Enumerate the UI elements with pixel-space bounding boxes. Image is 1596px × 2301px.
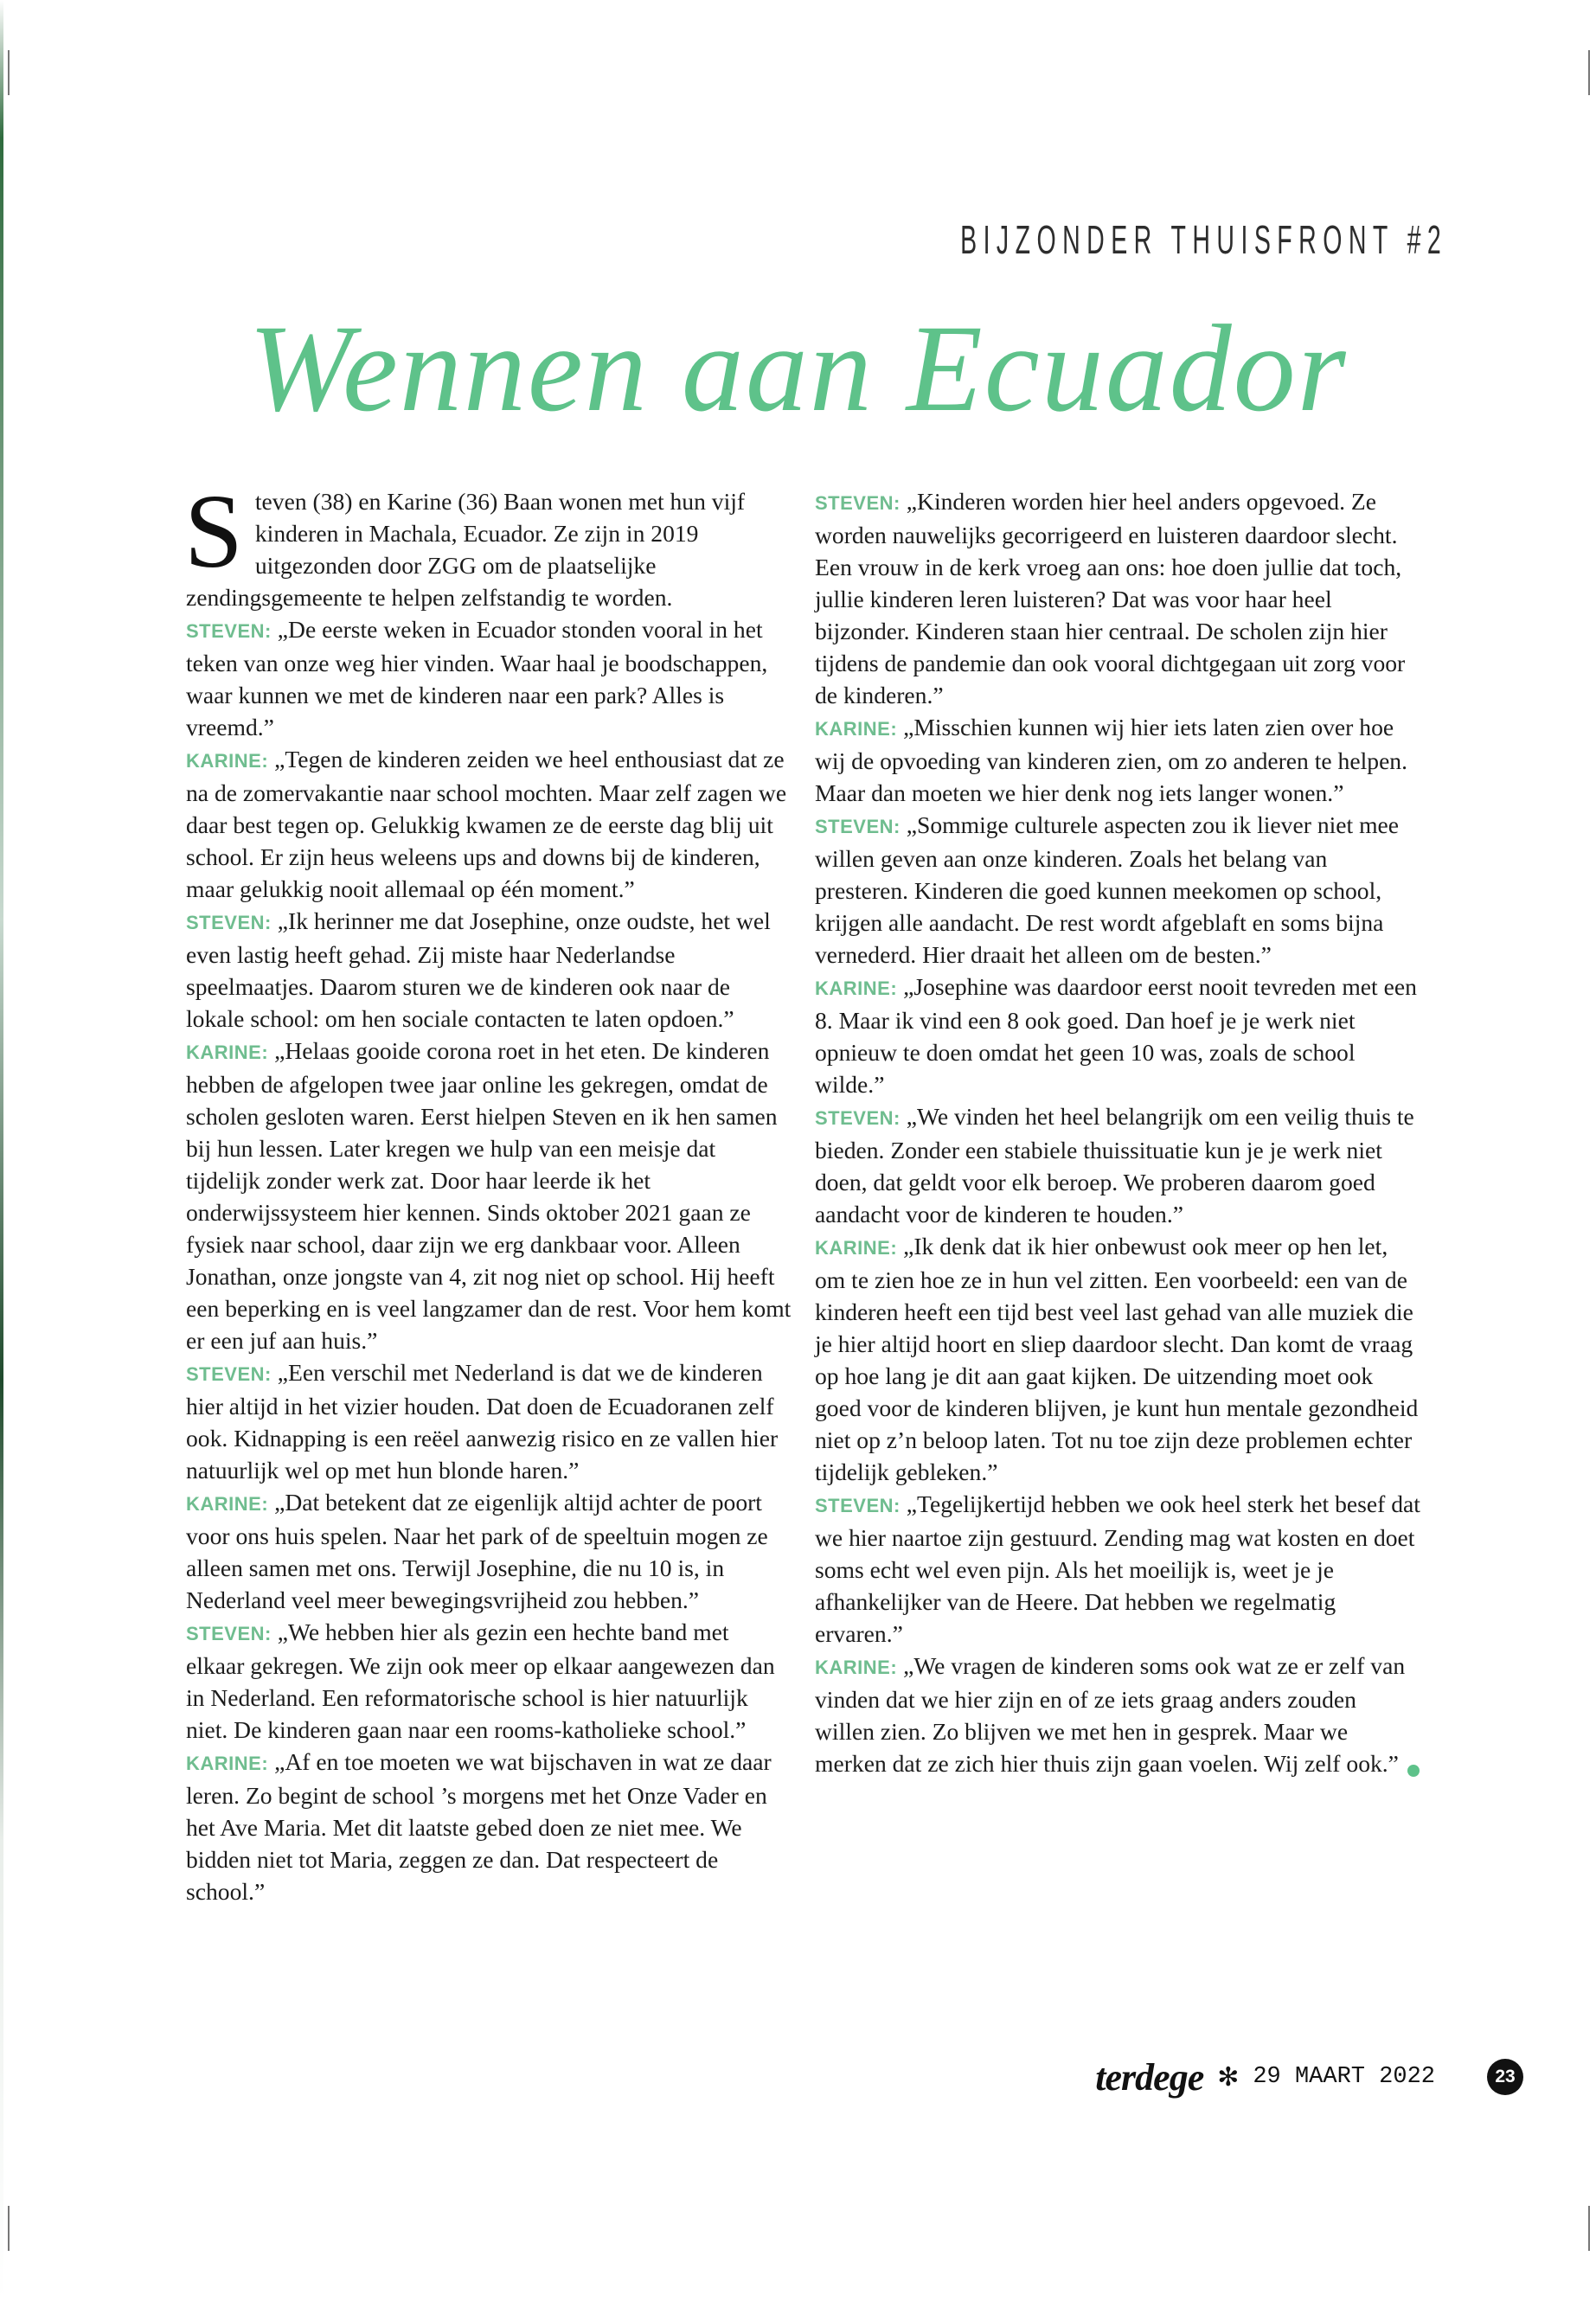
quote-text: „Tegen de kinderen zeiden we heel enthousiast dat ze na de zomervakantie naar school mochten. Maar zelf zagen we daar best tegen op. Gelukkig kwamen ze de eerste dag blij uit school. Er zijn heus weleens ups and downs bij de kinderen, maar gelukkig nooit allemaal op één moment.” [186, 746, 787, 902]
quote-paragraph [815, 1650, 1420, 1779]
crop-mark [1588, 50, 1590, 95]
quote-text: „We vragen de kinderen soms ook wat ze er zelf van vinden dat we hier zijn en of ze iets graag anders zouden willen zien. Zo blijven we met hen in gesprek. Maar we merken dat ze zich hier thuis zijn gaan voelen. Wij zelf ook.” [815, 1652, 1406, 1777]
quote-text: „Tegelijkertijd hebben we ook heel sterk het besef dat we hier naartoe zijn gestuurd. Zending mag wat kosten en doet soms echt wel even pijn. Als het moeilijk is, weet je je afhankelijker van de Heere. Dat hebben we regelmatig ervaren.” [815, 1490, 1420, 1647]
quote-paragraph [815, 971, 1420, 1100]
quote-text: „Helaas gooide corona roet in het eten. De kinderen hebben de afgelopen twee jaar online les gekregen, omdat de scholen gesloten waren. Eerst hielpen Steven en ik hen samen bij hun lessen. Later kregen we hulp van een meisje dat tijdelijk zonder werk zat. Door haar leerde ik het onderwijssysteem hier kennen. Sinds oktober 2021 gaan ze fysiek naar school, daar zijn we erg dankbaar voor. Alleen Jonathan, onze jongste van 4, zit nog niet op school. Hij heeft een beperking en is veel langzamer dan de rest. Voor hem komt er een juf aan huis.” [186, 1037, 792, 1354]
speaker-label: STEVEN: [815, 492, 901, 514]
quote-paragraph [186, 743, 792, 905]
crop-mark [8, 2206, 10, 2251]
speaker-label: STEVEN: [815, 1495, 901, 1516]
page-number: 23 [1487, 2059, 1523, 2095]
drop-cap: S [184, 473, 243, 590]
crop-mark [1588, 2206, 1590, 2251]
quote-text: „Sommige culturele aspecten zou ik liever niet mee willen geven aan onze kinderen. Zoals het belang van presteren. Kinderen die goed kunnen meekomen op school, krijgen alle aandacht. De rest wordt afgeblaft en soms bijna vernederd. Hier draait het alleen om de besten.” [815, 811, 1400, 968]
speaker-label: KARINE: [186, 1753, 269, 1774]
quote-text: „We hebben hier als gezin een hechte band met elkaar gekregen. We zijn ook meer op elkaar aangewezen dan in Nederland. Een reformatorische school is hier natuurlijk niet. De kinderen gaan naar een rooms-katholieke school.” [186, 1618, 775, 1743]
speaker-label: KARINE: [186, 1042, 269, 1063]
quote-text: „Kinderen worden hier heel anders opgevoed. Ze worden nauwelijks gecorrigeerd en luisteren daardoor slecht. Een vrouw in de kerk vroeg aan ons: hoe doen jullie dat toch, jullie kinderen leren luisteren? Dat was voor haar heel bijzonder. Kinderen staan hier centraal. De scholen zijn hier tijdens de pandemie dan ook vooral dichtgegaan uit zorg voor de kinderen.” [815, 488, 1406, 708]
quote-paragraph [186, 1486, 792, 1616]
speaker-label: STEVEN: [186, 1363, 272, 1385]
text-column-right [815, 485, 1420, 1779]
quote-text: „Een verschil met Nederland is dat we de kinderen hier altijd in het vizier houden. Dat doen de Ecuadoranen zelf ook. Kidnapping is een reëel aanwezig risico en ze vallen hier natuurlijk wel op met hun blonde haren.” [186, 1359, 779, 1484]
quote-paragraph [815, 485, 1420, 711]
quote-paragraph [186, 905, 792, 1035]
speaker-label: STEVEN: [186, 620, 272, 642]
crop-mark [8, 50, 10, 95]
quote-paragraph [186, 1356, 792, 1486]
quote-paragraph [186, 1616, 792, 1746]
quote-paragraph [186, 613, 792, 743]
quote-text: „Dat betekent dat ze eigenlijk altijd achter de poort voor ons huis spelen. Naar het park of de speeltuin mogen ze alleen samen met ons. Terwijl Josephine, die nu 10 is, in Nederland veel meer bewegingsvrijheid zou hebben.” [186, 1489, 768, 1613]
quote-text: „De eerste weken in Ecuador stonden vooral in het teken van onze weg hier vinden. Waar haal je boodschappen, waar kunnen we met de kinderen naar een park? Alles is vreemd.” [186, 616, 768, 740]
speaker-label: STEVEN: [815, 1107, 901, 1129]
quote-paragraph [815, 711, 1420, 809]
article-title: Wennen aan Ecuador [248, 300, 1348, 438]
intro-paragraph [184, 473, 792, 613]
magazine-logo: terdege [1095, 2055, 1204, 2099]
speaker-label: STEVEN: [186, 912, 272, 933]
speaker-label: STEVEN: [815, 816, 901, 837]
quote-text: „Af en toe moeten we wat bijschaven in wat ze daar leren. Zo begint de school ’s morgens met het Onze Vader en het Ave Maria. Met dit laatste gebed doen ze niet mee. We bidden niet tot Maria, zeggen ze dan. Dat respecteert de school.” [186, 1748, 772, 1905]
speaker-label: KARINE: [815, 977, 898, 999]
quote-paragraph [815, 1230, 1420, 1488]
speaker-label: KARINE: [186, 750, 269, 772]
end-mark-dot [1407, 1765, 1420, 1777]
speaker-label: KARINE: [815, 718, 898, 740]
quote-text: „Ik herinner me dat Josephine, onze oudste, het wel even lastig heeft gehad. Zij miste haar Nederlandse speelmaatjes. Daarom sturen we de kinderen ook naar de lokale school: om hen sociale contacten te laten opdoen.” [186, 907, 771, 1032]
quote-text: „Ik denk dat ik hier onbewust ook meer op hen let, om te zien hoe ze in hun vel zitten. Een voorbeeld: een van de kinderen heeft een tijd best veel last gehad van alle muziek die je hier altijd hoort en sliep daardoor slecht. Dan komt de vraag op hoe lang je dit aan gaat kijken. De uitzending moet ook goed voor de kinderen blijven, je kunt hun mentale gezondheid niet op z’n beloop laten. Tot nu toe zijn deze problemen echter tijdelijk gebleken.” [815, 1233, 1419, 1485]
speaker-label: KARINE: [186, 1493, 269, 1515]
intro-text: teven (38) en Karine (36) Baan wonen met hun vijf kinderen in Machala, Ecuador. Ze zijn in 2019 uitgezonden door ZGG om de plaatselijke zendingsgemeente te helpen zelfstandig te worden. [186, 488, 746, 611]
quote-paragraph [815, 1100, 1420, 1230]
quote-text: „Josephine was daardoor eerst nooit tevreden met een 8. Maar ik vind een 8 ook goed. Dan hoef je je werk niet opnieuw te doen omdat het geen 10 was, zoals de school wilde.” [815, 973, 1417, 1098]
issue-date: 29 MAART 2022 [1253, 2064, 1435, 2090]
speaker-label: STEVEN: [186, 1623, 272, 1644]
section-kicker: BIJZONDER THUISFRONT #2 [959, 217, 1447, 262]
quote-paragraph [186, 1746, 792, 1907]
quote-paragraph [186, 1035, 792, 1356]
quote-paragraph [815, 1488, 1420, 1650]
asterisk-icon: ✻ [1217, 2062, 1240, 2092]
text-column-left [184, 473, 792, 1907]
quote-text: „We vinden het heel belangrijk om een veilig thuis te bieden. Zonder een stabiele thuissituatie kun je je werk niet doen, dat geldt voor elk beroep. We proberen daarom goed aandacht voor de kinderen te houden.” [815, 1103, 1414, 1227]
quote-text: „Misschien kunnen wij hier iets laten zien over hoe wij de opvoeding van kinderen zien, om zo anderen te helpen. Maar dan moeten we hier denk nog iets langer wonen.” [815, 714, 1408, 806]
speaker-label: KARINE: [815, 1657, 898, 1678]
page-footer [1095, 2055, 1523, 2099]
speaker-label: KARINE: [815, 1237, 898, 1259]
quote-paragraph [815, 809, 1420, 971]
